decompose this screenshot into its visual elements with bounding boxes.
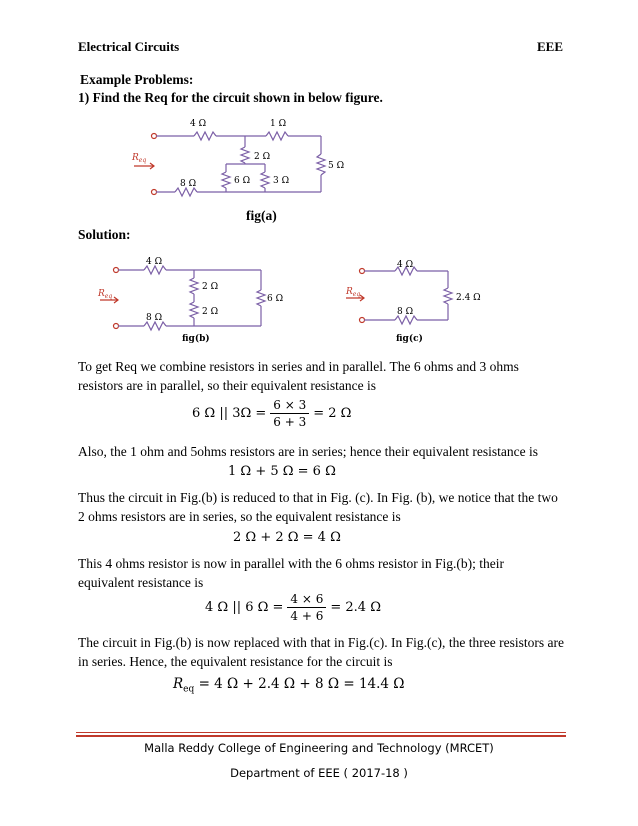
fig-a-label-6ohm: 6 Ω bbox=[234, 176, 251, 186]
circuit-fig-a bbox=[120, 114, 360, 210]
equation-req-total: $R_{eq} = 4$ Ω + 2.4 Ω + 8 Ω = 14.4 Ω bbox=[173, 676, 405, 695]
fig-b-req-label: $R_{eq}$ bbox=[98, 289, 113, 300]
footer-rule bbox=[76, 732, 566, 733]
fig-c-label-8ohm: 8 Ω bbox=[397, 307, 414, 317]
fig-b-label-8ohm: 8 Ω bbox=[146, 313, 163, 323]
footer-rule-thick bbox=[76, 735, 566, 737]
header-dept: EEE bbox=[536, 39, 563, 54]
fig-c-label-2-4ohm: 2.4 Ω bbox=[456, 293, 481, 303]
paragraph-4-parallel-6: This 4 ohms resistor is now in parallel with the 6 ohms resistor in Fig.(b); their equivalent resistance is bbox=[78, 556, 504, 590]
header-title: Electrical Circuits bbox=[78, 39, 180, 54]
equation-2-plus-2: 2 Ω + 2 Ω = 4 Ω bbox=[233, 530, 341, 545]
fig-c-req-label: $R_{eq}$ bbox=[346, 287, 361, 298]
question-text: 1) Find the Req for the circuit shown in below figure. bbox=[78, 90, 383, 105]
fig-a-label-1ohm: 1 Ω bbox=[270, 119, 287, 129]
equation-4-parallel-6: 4 Ω || 6 Ω = $\frac{4 \times 6}{4 + 6}$ = 2.4 Ω bbox=[205, 592, 381, 623]
footer-department: Department of EEE ( 2017-18 ) bbox=[230, 766, 408, 780]
fig-b-label-4ohm: 4 Ω bbox=[146, 257, 163, 267]
fig-c-label-4ohm: 4 Ω bbox=[397, 260, 414, 270]
circuit-fig-b bbox=[96, 256, 296, 346]
fig-b-caption: fig(b) bbox=[182, 334, 210, 344]
fig-a-label-5ohm: 5 Ω bbox=[328, 161, 345, 171]
paragraph-fig-b-reduce: Thus the circuit in Fig.(b) is reduced to that in Fig. (c). In Fig. (b), we notice that the two 2 ohms resistors are in series, so the equivalent resistance is bbox=[78, 490, 558, 524]
equation-1-plus-5: 1 Ω + 5 Ω = 6 Ω bbox=[228, 464, 336, 479]
fig-b-label-2ohm-bottom: 2 Ω bbox=[202, 307, 219, 317]
equation-6-parallel-3: 6 Ω || 3Ω = $\frac{6 \times 3}{6 + 3}$ = 2 Ω bbox=[192, 398, 352, 429]
fig-b-label-2ohm-top: 2 Ω bbox=[202, 282, 219, 292]
fig-a-label-3ohm: 3 Ω bbox=[273, 176, 290, 186]
fig-a-req-label: $R_{eq}$ bbox=[132, 153, 147, 164]
solution-heading: Solution: bbox=[78, 227, 131, 242]
paragraph-fig-c-series: The circuit in Fig.(b) is now replaced with that in Fig.(c). In Fig.(c), the three resistors are in series. Hence, the equivalent resistance for the circuit is bbox=[78, 635, 564, 669]
fig-b-label-6ohm: 6 Ω bbox=[267, 294, 284, 304]
section-heading: Example Problems: bbox=[80, 72, 194, 87]
fig-a-label-4ohm: 4 Ω bbox=[190, 119, 207, 129]
fig-a-caption: fig(a) bbox=[246, 208, 277, 223]
circuit-fig-c bbox=[340, 258, 510, 348]
fig-a-label-8ohm: 8 Ω bbox=[180, 179, 197, 189]
paragraph-series-1-5: Also, the 1 ohm and 5ohms resistors are in series; hence their equivalent resistance is bbox=[78, 444, 539, 459]
footer-college: Malla Reddy College of Engineering and Technology (MRCET) bbox=[144, 741, 494, 755]
paragraph-parallel-6-3: To get Req we combine resistors in series and in parallel. The 6 ohms and 3 ohms resistors are in parallel, so their equivalent resistance is bbox=[78, 359, 519, 393]
fig-c-caption: fig(c) bbox=[396, 334, 423, 344]
fig-a-label-2ohm: 2 Ω bbox=[254, 152, 271, 162]
